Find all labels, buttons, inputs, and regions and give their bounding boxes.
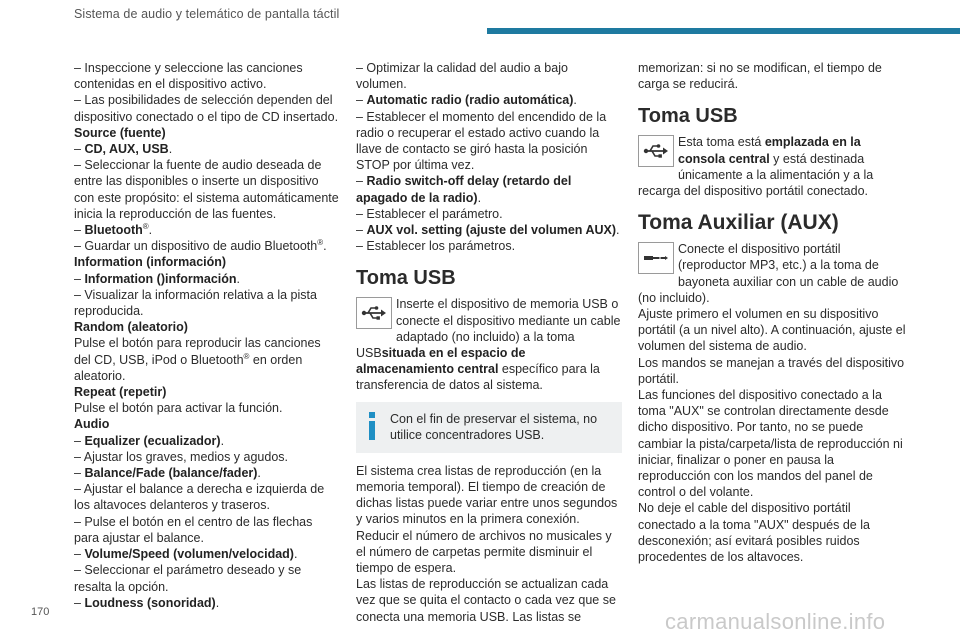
paragraph: – Guardar un dispositivo de audio Bluetooth [74, 239, 318, 254]
paragraph: memorizan: si no se modifican, el tiempo de carga se reducirá. [638, 61, 882, 92]
paragraph: Pulse el botón para activar la función. [74, 401, 283, 416]
usb-icon [356, 297, 392, 329]
usb2-paragraph-c: y está destinada únicamente a la alimentación y a la recarga del dispositivo portátil conectado. [638, 151, 874, 199]
paragraph: Las listas de reproducción se actualizan cada vez que se quita el contacto o cada vez que se conecta una memoria USB. Las listas se [356, 577, 616, 624]
header-title: Sistema de audio y telemático de pantalla táctil [74, 7, 340, 21]
paragraph: – Seleccionar la fuente de audio deseada de entre las disponibles o inserte un dispositivo con este propósito: el sistema automáticamente inicia la reproducción de las fuentes. [74, 158, 339, 221]
registered-mark: ® [243, 351, 250, 361]
paragraph: – Establecer el momento del encendido de la radio o recuperar el estado activo cuando la llave de contacto se giró hasta la posición STOP por última vez. [356, 109, 607, 173]
paragraph: Reducir el número de archivos no musicales y el número de carpetas permite disminuir el tiempo de espera. [356, 528, 612, 576]
item-source: CD, AUX, USB [84, 142, 169, 157]
paragraph: No deje el cable del dispositivo portátil conectado a la toma "AUX" después de la desconexión; así evitará posibles ruidos procedentes de los altavoces. [638, 501, 870, 565]
header-accent-bar [487, 28, 960, 34]
page-number: 170 [31, 606, 50, 618]
paragraph: – Las posibilidades de selección dependen del dispositivo conectado o el tipo de CD insertado. [74, 93, 339, 124]
paragraph: – Pulse el botón en el centro de las flechas para ajustar el balance. [74, 514, 313, 545]
paragraph: Ajuste primero el volumen en su dispositivo portátil (a un nivel alto). A continuación, ajuste el volumen del sistema de audio. [638, 307, 906, 354]
column-2: – Optimizar la calidad del audio a bajo volumen. – Automatic radio (radio automática). – Establecer el momento del encendido de la radio o recuperar el estado activo cuando la llave de contacto se giró hasta la posición STOP por última vez. – Radio switch-off delay (retardo del apagado de la radio). – Establecer el parámetro. – AUX vol. setting (ajuste del volumen AUX). – Establecer los parámetros. Toma USB Inserte el dispositivo de memoria USB o conecte el dispositivo mediante un cable adaptado (no incluido) a la toma USBsituada en el espacio de almacenamiento central específico para la transferencia de datos al sistema. Con el fin de preservar el sistema, no utilice concentradores USB. El sistema crea listas de reproducción (en la memoria temporal). El tiempo de creación de dichas listas puede variar entre unos segundos y varios minutos en la primera conexión. Reducir el número de archivos no musicales y el número de carpetas permite disminuir el tiempo de espera. Las listas de reproducción se actualizan cada vez que se quita el contacto o cada vez que se conecta una memoria USB. Las listas se [356, 61, 621, 624]
paragraph: – Establecer el parámetro. [356, 206, 503, 221]
paragraph: – Visualizar la información relativa a la pista reproducida. [74, 287, 317, 319]
paragraph: El sistema crea listas de reproducción (en la memoria temporal). El tiempo de creación de dichas listas puede variar entre unos segundos y varios minutos en la primera conexión. [356, 463, 618, 527]
column-1: – Inspeccione y seleccione las canciones contenidas en el dispositivo activo. – Las posibilidades de selección dependen del dispositivo conectado o el tipo de CD insertado. Source (fuente) – CD, AUX, USB. – Seleccionar la fuente de audio deseada de entre las disponibles o inserte un dispositivo con este propósito: el sistema automáticamente inicia la reproducción de las fuentes. – Bluetooth®. – Guardar un dispositivo de audio Bluetooth®. Information (información) – Information ()información. – Visualizar la información relativa a la pista reproducida. Random (aleatorio) Pulse el botón para reproducir las canciones del CD, USB, iPod o Bluetooth® en orden aleatorio. Repeat (repetir) Pulse el botón para activar la función. Audio – Equalizer (ecualizador). – Ajustar los graves, medios y agudos. – Balance/Fade (balance/fader). – Ajustar el balance a derecha e izquierda de los altavoces delanteros y traseros. – Pulse el botón en el centro de las flechas para ajustar el balance. – Volume/Speed (volumen/velocidad). – Seleccionar el parámetro deseado y se resalta la opción. – Loudness (sonoridad). [74, 61, 339, 610]
section-title-aux: Toma Auxiliar (AUX) [638, 211, 839, 235]
paragraph: – Establecer los parámetros. [356, 239, 516, 254]
item-radio-switch-off: Radio switch-off delay (retardo del apagado de la radio) [356, 174, 572, 205]
item-information: Information ()información [84, 271, 237, 286]
section-heading-repeat: Repeat (repetir) [74, 385, 167, 400]
registered-mark: ® [142, 221, 149, 231]
item-automatic-radio: Automatic radio (radio automática) [366, 93, 574, 108]
paragraph: – Optimizar la calidad del audio a bajo volumen. [356, 61, 568, 92]
aux-jack-icon [638, 242, 674, 274]
item-aux-volume: AUX vol. setting (ajuste del volumen AUX) [366, 223, 617, 238]
usb2-paragraph-b: emplazada en la consola central [678, 135, 861, 166]
item-equalizer: Equalizer (ecualizador) [84, 433, 221, 448]
usb-paragraph-b: situada en el espacio de almacenamiento central [356, 346, 526, 377]
period: . [323, 239, 327, 254]
section-title-usb: Toma USB [356, 267, 456, 290]
section-title-usb-2: Toma USB [638, 105, 738, 128]
info-icon [368, 412, 378, 444]
column-3 [638, 60, 908, 565]
usb-paragraph-c: específico para la transferencia de datos al sistema. [356, 362, 600, 393]
paragraph: Pulse el botón para reproducir las canciones del CD, USB, iPod o Bluetooth [74, 336, 321, 367]
paragraph: – Seleccionar el parámetro deseado y se resalta la opción. [74, 563, 302, 594]
paragraph: – Ajustar los graves, medios y agudos. [74, 449, 289, 464]
paragraph: – Ajustar el balance a derecha e izquierda de los altavoces delanteros y traseros. [74, 482, 325, 513]
usb-paragraph-a: Inserte el dispositivo de memoria USB o conecte el dispositivo mediante un cable adaptado (no incluido) a la toma USB [356, 297, 621, 361]
info-note [356, 402, 622, 453]
section-heading-random: Random (aleatorio) [74, 320, 188, 335]
item-balance-fade: Balance/Fade (balance/fader) [84, 466, 258, 481]
item-bluetooth: Bluetooth [84, 223, 143, 238]
item-volume-speed: Volume/Speed (volumen/velocidad) [84, 547, 294, 562]
paragraph: Los mandos se manejan a través del dispositivo portátil. [638, 355, 905, 386]
paragraph: en orden aleatorio. [74, 352, 303, 383]
usb-icon [638, 135, 674, 167]
section-heading-audio: Audio [74, 417, 110, 432]
section-heading-information: Information (información) [74, 255, 227, 270]
registered-mark: ® [317, 238, 324, 248]
note-text: Con el fin de preservar el sistema, no utilice concentradores USB. [390, 411, 598, 442]
paragraph: – Inspeccione y seleccione las canciones contenidas en el dispositivo activo. [74, 61, 303, 92]
item-loudness: Loudness (sonoridad) [84, 595, 216, 610]
usb2-paragraph-a: Esta toma está [678, 135, 765, 150]
aux-paragraph-1: Conecte el dispositivo portátil (reproductor MP3, etc.) a la toma de bayoneta auxiliar con un cable de audio (no incluido). [638, 242, 899, 305]
section-heading-source: Source (fuente) [74, 125, 166, 140]
paragraph: Las funciones del dispositivo conectado a la toma "AUX" se controlan directamente desde dicho dispositivo. Por tanto, no se puede cambiar la pista/carpeta/lista de reproducción ni iniciar, finalizar o poner en pausa la reproducción con los mandos del panel de control o del volante. [638, 388, 903, 500]
watermark: carmanualsonline.info [665, 609, 886, 634]
